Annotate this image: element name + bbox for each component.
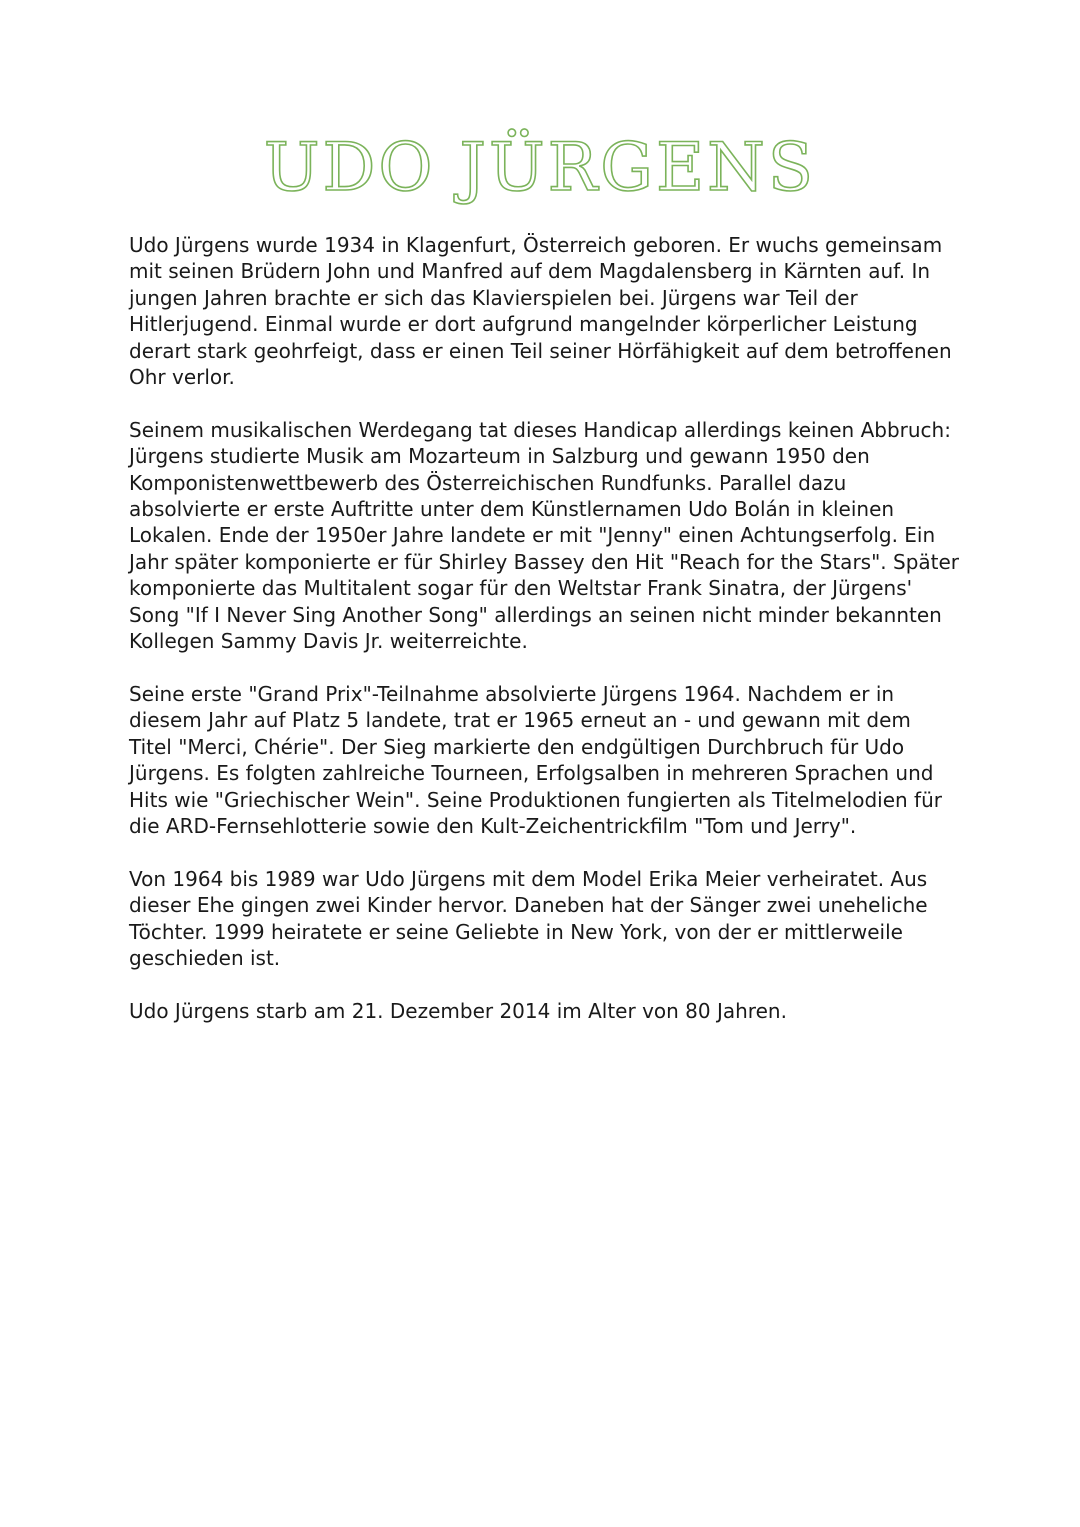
paragraph-private-life: Von 1964 bis 1989 war Udo Jürgens mit dem Model Erika Meier verheiratet. Aus dieser Ehe gingen zwei Kinder hervor. Daneben hat der Sänger zwei uneheliche Töchter. 1999 heiratete er seine Geliebte in New York, von der er mittlerweile geschieden ist. (129, 866, 928, 970)
paragraph-grand-prix: Seine erste "Grand Prix"-Teilnahme absolvierte Jürgens 1964. Nachdem er in diesem Jahr auf Platz 5 landete, trat er 1965 erneut an - und gewann mit dem Titel "Merci, Chérie". Der Sieg markierte den endgültigen Durchbruch für Udo Jürgens. Es folgten zahlreiche Tourneen, Erfolgsalben in mehreren Sprachen und Hits wie "Griechischer Wein". Seine Produktionen fungierten als Titelmelodien für die ARD-Fernsehlotterie sowie den Kult-Zeichentrickfilm "Tom und Jerry". (129, 681, 942, 838)
document-title: UDO JÜRGENS (263, 129, 817, 206)
paragraph-career-start: Seinem musikalischen Werdegang tat dieses Handicap allerdings keinen Abbruch: Jürgens studierte Musik am Mozarteum in Salzburg und gewann 1950 den Komponistenwettbewerb des Österreichischen Rundfunks. Parallel dazu absolvierte er erste Auftritte unter dem Künstlernamen Udo Bolán in kleinen Lokalen. Ende der 1950er Jahre landete er mit "Jenny" einen Achtungserfolg. Ein Jahr später komponierte er für Shirley Bassey den Hit "Reach for the Stars". Später komponierte das Multitalent sogar für den Weltstar Frank Sinatra, der Jürgens' Song "If I Never Sing Another Song" allerdings an seinen nicht minder bekannten Kollegen Sammy Davis Jr. weiterreichte. (129, 417, 960, 654)
paragraph-death: Udo Jürgens starb am 21. Dezember 2014 im Alter von 80 Jahren. (129, 998, 787, 1023)
paragraph-childhood: Udo Jürgens wurde 1934 in Klagenfurt, Österreich geboren. Er wuchs gemeinsam mit seinen Brüdern John und Manfred auf dem Magdalensberg in Kärnten auf. In jungen Jahren brachte er sich das Klavierspielen bei. Jürgens war Teil der Hitlerjugend. Einmal wurde er dort aufgrund mangelnder körperlicher Leistung derart stark geohrfeigt, dass er einen Teil seiner Hörfähigkeit auf dem betroffenen Ohr verlor. (129, 233, 952, 390)
document-body (129, 232, 959, 1051)
